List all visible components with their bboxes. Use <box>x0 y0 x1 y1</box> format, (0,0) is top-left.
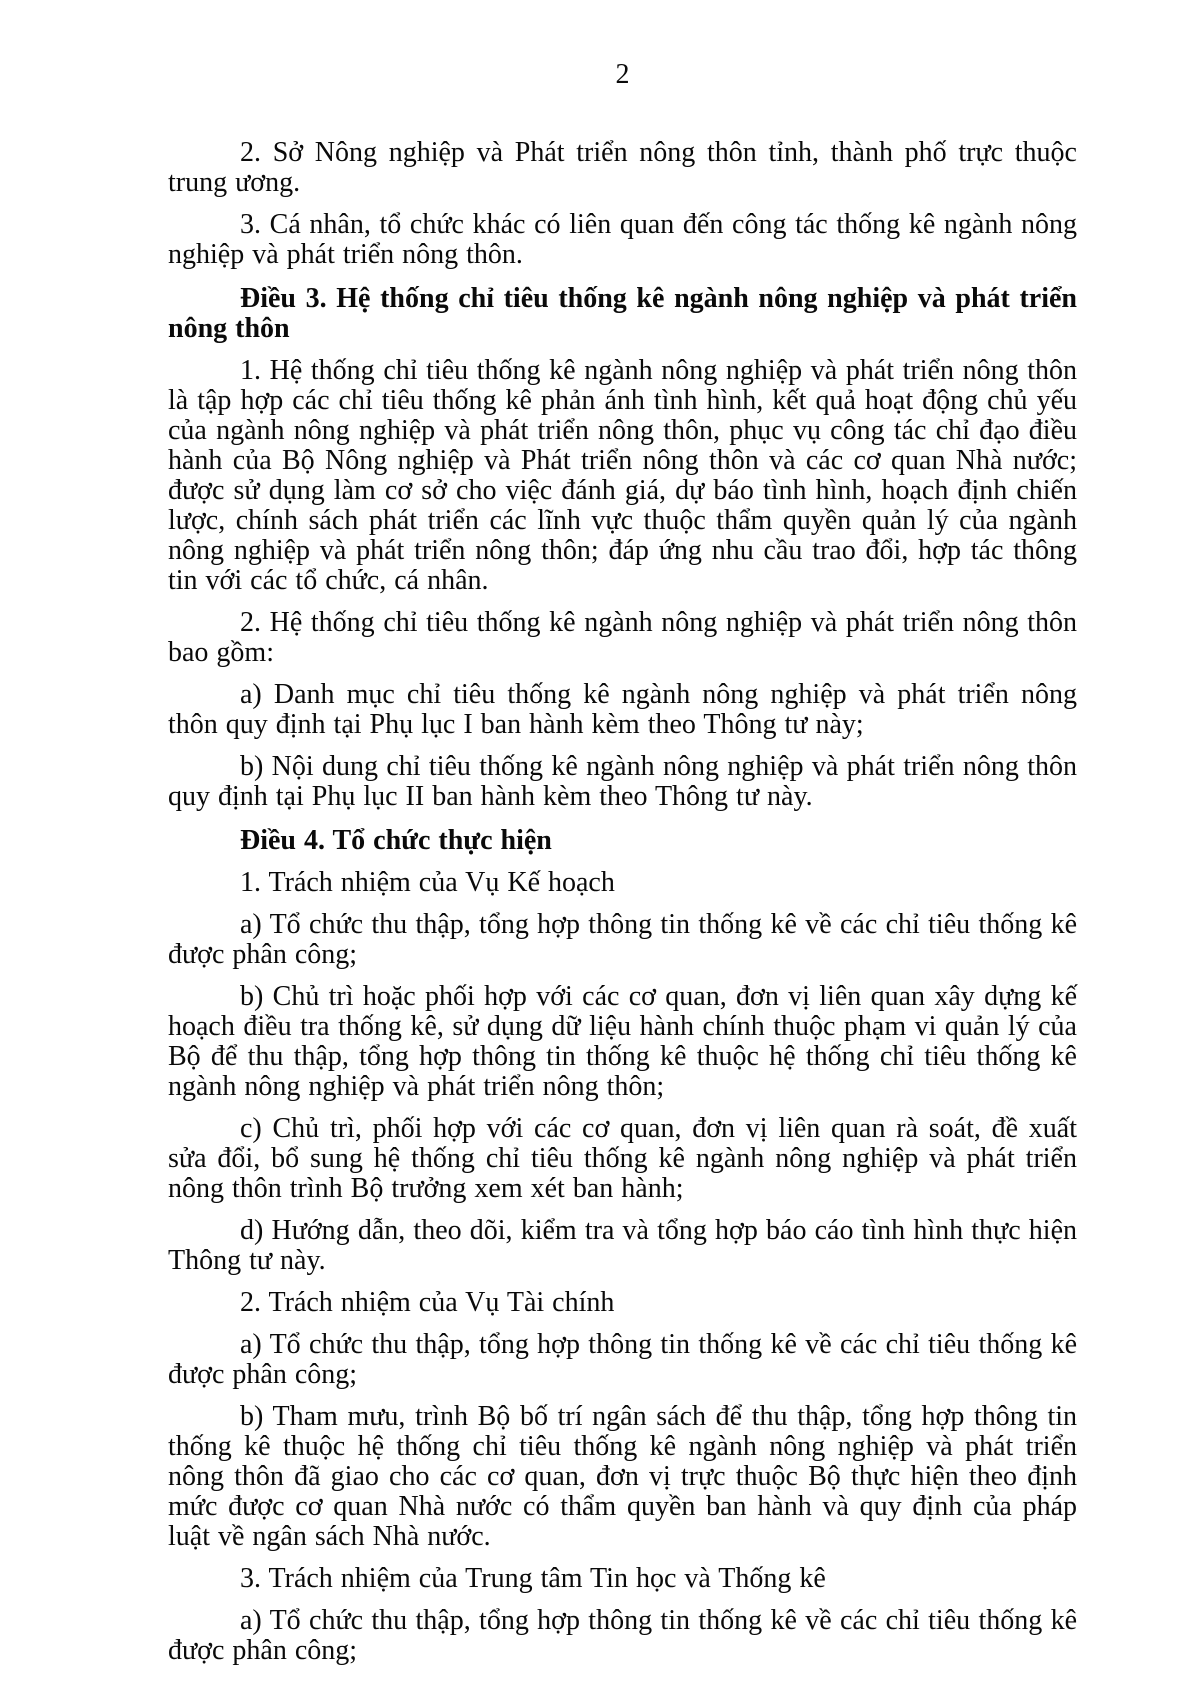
page-number: 2 <box>615 59 630 90</box>
article-heading: Điều 3. Hệ thống chỉ tiêu thống kê ngành nông nghiệp và phát triển nông thôn <box>168 283 1077 344</box>
paragraph: b) Chủ trì hoặc phối hợp với các cơ quan, đơn vị liên quan xây dựng kế hoạch điều tra thống kê, sử dụng dữ liệu hành chính thuộc phạm vi quản lý của Bộ để thu thập, tổng hợp thông tin thống kê thuộc hệ thống chỉ tiêu thống kê ngành nông nghiệp và phát triển nông thôn; <box>168 981 1077 1102</box>
paragraph: 1. Hệ thống chỉ tiêu thống kê ngành nông nghiệp và phát triển nông thôn là tập hợp các chỉ tiêu thống kê phản ánh tình hình, kết quả hoạt động chủ yếu của ngành nông nghiệp và phát triển nông thôn, phục vụ công tác chỉ đạo điều hành của Bộ Nông nghiệp và Phát triển nông thôn và các cơ quan Nhà nước; được sử dụng làm cơ sở cho việc đánh giá, dự báo tình hình, hoạch định chiến lược, chính sách phát triển các lĩnh vực thuộc thẩm quyền quản lý của ngành nông nghiệp và phát triển nông thôn; đáp ứng nhu cầu trao đổi, hợp tác thông tin với các tổ chức, cá nhân. <box>168 355 1077 596</box>
paragraph: 2. Hệ thống chỉ tiêu thống kê ngành nông nghiệp và phát triển nông thôn bao gồm: <box>168 607 1077 668</box>
paragraph: a) Tổ chức thu thập, tổng hợp thông tin thống kê về các chỉ tiêu thống kê được phân công; <box>168 1605 1077 1666</box>
paragraph: c) Chủ trì, phối hợp với các cơ quan, đơn vị liên quan rà soát, đề xuất sửa đổi, bổ sung hệ thống chỉ tiêu thống kê ngành nông nghiệp và phát triển nông thôn trình Bộ trưởng xem xét ban hành; <box>168 1113 1077 1204</box>
paragraph: 1. Trách nhiệm của Vụ Kế hoạch <box>240 867 615 898</box>
paragraph: d) Hướng dẫn, theo dõi, kiểm tra và tổng hợp báo cáo tình hình thực hiện Thông tư này. <box>168 1215 1077 1276</box>
paragraph: b) Tham mưu, trình Bộ bố trí ngân sách để thu thập, tổng hợp thông tin thống kê thuộc hệ thống chỉ tiêu thống kê ngành nông nghiệp và phát triển nông thôn đã giao cho các cơ quan, đơn vị trực thuộc Bộ thực hiện theo định mức được cơ quan Nhà nước có thẩm quyền ban hành và quy định của pháp luật về ngân sách Nhà nước. <box>168 1401 1077 1552</box>
paragraph: 2. Trách nhiệm của Vụ Tài chính <box>240 1287 615 1318</box>
paragraph: 2. Sở Nông nghiệp và Phát triển nông thôn tỉnh, thành phố trực thuộc trung ương. <box>168 137 1077 198</box>
paragraph: 3. Cá nhân, tổ chức khác có liên quan đến công tác thống kê ngành nông nghiệp và phát triển nông thôn. <box>168 209 1077 270</box>
paragraph: a) Tổ chức thu thập, tổng hợp thông tin thống kê về các chỉ tiêu thống kê được phân công; <box>168 1329 1077 1390</box>
paragraph: 3. Trách nhiệm của Trung tâm Tin học và Thống kê <box>240 1563 826 1594</box>
paragraph: a) Danh mục chỉ tiêu thống kê ngành nông nghiệp và phát triển nông thôn quy định tại Phụ lục I ban hành kèm theo Thông tư này; <box>168 679 1077 740</box>
paragraph: a) Tổ chức thu thập, tổng hợp thông tin thống kê về các chỉ tiêu thống kê được phân công; <box>168 909 1077 970</box>
article-heading: Điều 4. Tổ chức thực hiện <box>240 825 552 856</box>
paragraph: b) Nội dung chỉ tiêu thống kê ngành nông nghiệp và phát triển nông thôn quy định tại Phụ lục II ban hành kèm theo Thông tư này. <box>168 751 1077 812</box>
